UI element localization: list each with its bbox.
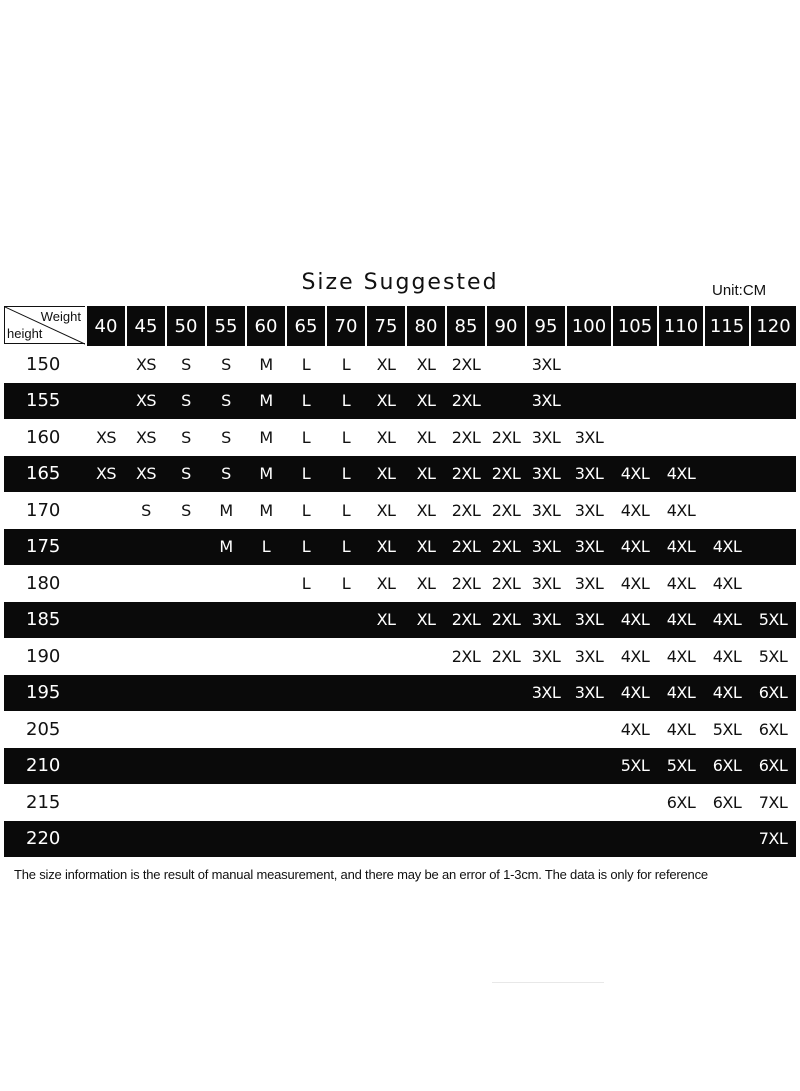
height-cell: 220 [26,828,61,850]
size-cell [326,784,366,821]
size-cell [86,675,126,712]
size-cell [566,784,612,821]
size-cell: 6XL [712,756,742,776]
weight-header-cell: 50 [166,306,206,346]
size-cell: S [181,354,191,374]
size-cell [366,711,406,748]
size-cell [286,748,326,785]
height-cell: 185 [26,609,61,631]
size-cell: 3XL [574,683,604,703]
size-cell [286,638,326,675]
table-row [4,565,796,602]
size-cell [526,748,566,785]
height-cell: 170 [26,499,61,521]
size-cell: 4XL [666,683,696,703]
corner-cell [4,306,86,346]
weight-axis-label: Weight [40,309,81,324]
size-cell: 3XL [574,646,604,666]
size-cell [206,602,246,639]
size-cell: 2XL [491,427,521,447]
size-cell [86,529,126,566]
size-cell: 7XL [758,792,788,812]
size-cell [286,675,326,712]
size-cell [86,711,126,748]
size-cell: L [341,464,351,484]
size-cell: 5XL [758,610,788,630]
height-cell: 210 [26,755,61,777]
size-cell: S [221,354,231,374]
size-cell: S [181,427,191,447]
size-cell [86,638,126,675]
table-row [4,456,796,493]
size-cell: 4XL [620,464,650,484]
weight-header-cell: 95 [526,306,566,346]
size-cell [406,821,446,858]
size-cell: 6XL [758,719,788,739]
height-axis-label: height [7,326,43,341]
size-cell [246,821,286,858]
size-cell [704,346,750,383]
weight-header-cell: 40 [86,306,126,346]
size-cell [86,565,126,602]
size-cell: XL [376,354,396,374]
size-cell: 4XL [666,464,696,484]
size-cell: 4XL [620,610,650,630]
size-cell [326,748,366,785]
size-cell: 4XL [712,573,742,593]
table-row [4,784,796,821]
size-cell: 3XL [574,537,604,557]
size-cell [166,638,206,675]
size-cell: S [181,391,191,411]
size-cell: 2XL [451,427,481,447]
size-cell: 3XL [574,464,604,484]
height-cell: 175 [26,536,61,558]
size-cell: 2XL [491,573,521,593]
size-cell [486,711,526,748]
size-cell [286,602,326,639]
size-cell: 4XL [620,719,650,739]
size-cell: 5XL [758,646,788,666]
size-cell [86,346,126,383]
size-cell [206,675,246,712]
size-cell [566,346,612,383]
size-cell: M [259,391,273,411]
size-cell [86,492,126,529]
size-cell: 3XL [531,500,561,520]
weight-header-cell: 65 [286,306,326,346]
size-cell: L [261,537,271,557]
table-row [4,638,796,675]
size-cell: L [301,464,311,484]
size-cell [704,419,750,456]
size-cell: XS [95,427,117,447]
size-cell [166,821,206,858]
size-cell [406,711,446,748]
size-cell: 3XL [574,500,604,520]
size-cell: 2XL [451,354,481,374]
weight-header-cell: 85 [446,306,486,346]
size-cell: S [141,500,151,520]
size-cell [86,383,126,420]
weight-header-cell: 75 [366,306,406,346]
size-cell: XL [416,500,436,520]
size-cell: S [181,464,191,484]
size-cell [612,383,658,420]
size-cell [658,821,704,858]
height-cell: 205 [26,718,61,740]
size-cell [486,748,526,785]
size-cell [206,565,246,602]
size-cell [206,821,246,858]
size-cell: 4XL [712,610,742,630]
size-cell: XL [416,537,436,557]
size-cell [658,383,704,420]
size-cell: 2XL [491,646,521,666]
size-cell [246,675,286,712]
size-cell [126,638,166,675]
size-cell [704,383,750,420]
size-cell [286,784,326,821]
size-cell: 3XL [531,646,561,666]
size-cell [612,821,658,858]
size-cell: M [259,427,273,447]
size-cell: XL [416,391,436,411]
size-cell [86,821,126,858]
size-cell [206,784,246,821]
size-cell [246,711,286,748]
size-cell: 2XL [451,464,481,484]
size-cell [366,821,406,858]
size-cell [704,456,750,493]
size-cell [126,602,166,639]
size-cell: L [341,391,351,411]
size-cell [566,383,612,420]
size-cell: XL [376,391,396,411]
divider [492,982,604,983]
size-cell: 4XL [666,646,696,666]
size-cell: 4XL [620,646,650,666]
size-cell: 3XL [531,391,561,411]
size-cell [406,638,446,675]
size-cell [166,602,206,639]
size-cell [166,675,206,712]
size-cell: L [341,573,351,593]
size-cell: 2XL [491,500,521,520]
size-cell [750,565,796,602]
size-cell: XL [376,610,396,630]
size-cell: 3XL [531,464,561,484]
size-cell [366,675,406,712]
size-cell: 5XL [712,719,742,739]
size-cell [326,675,366,712]
size-cell [704,492,750,529]
size-cell [750,456,796,493]
size-cell: L [301,500,311,520]
size-cell: 4XL [620,573,650,593]
size-cell: 4XL [666,537,696,557]
size-cell: 3XL [531,573,561,593]
size-cell: XS [135,427,157,447]
size-cell [166,711,206,748]
size-cell: L [341,427,351,447]
disclaimer-note: The size information is the result of manual measurement, and there may be an error of 1-3cm. The data is only for reference [14,867,708,882]
size-cell: 2XL [491,537,521,557]
table-row [4,492,796,529]
size-cell [566,821,612,858]
size-cell: 2XL [491,610,521,630]
size-cell [486,346,526,383]
size-cell: 4XL [712,646,742,666]
size-cell [446,675,486,712]
size-cell: 3XL [531,683,561,703]
height-cell: 155 [26,390,61,412]
size-cell: 2XL [451,610,481,630]
size-cell [126,784,166,821]
size-cell: 5XL [620,756,650,776]
size-cell [486,784,526,821]
size-cell [446,784,486,821]
table-row [4,346,796,383]
size-cell: S [221,391,231,411]
size-cell: 4XL [666,573,696,593]
size-cell [750,419,796,456]
size-cell [166,529,206,566]
size-cell [612,346,658,383]
weight-header-cell: 55 [206,306,246,346]
size-cell [126,748,166,785]
weight-header-cell: 100 [566,306,612,346]
size-cell: XL [376,464,396,484]
size-cell [246,565,286,602]
size-cell [704,821,750,858]
size-cell [206,748,246,785]
height-cell: 190 [26,645,61,667]
size-cell: 4XL [666,500,696,520]
size-cell: 3XL [574,427,604,447]
size-cell: 3XL [531,537,561,557]
size-cell [486,821,526,858]
size-cell [486,383,526,420]
table-row [4,383,796,420]
size-table [4,306,796,857]
size-cell: 2XL [451,500,481,520]
size-cell: 4XL [620,683,650,703]
size-cell [166,565,206,602]
size-cell [366,638,406,675]
size-cell [566,748,612,785]
weight-header-cell: 105 [612,306,658,346]
size-cell: 4XL [712,537,742,557]
size-cell: S [221,464,231,484]
size-cell: XL [416,464,436,484]
height-cell: 215 [26,791,61,813]
size-cell [406,675,446,712]
size-cell: S [181,500,191,520]
size-cell [326,602,366,639]
size-cell [658,419,704,456]
height-cell: 195 [26,682,61,704]
size-cell [526,784,566,821]
size-cell: 2XL [451,537,481,557]
size-cell: 3XL [531,610,561,630]
size-cell: M [259,500,273,520]
size-cell [366,748,406,785]
size-cell: 3XL [531,354,561,374]
weight-header-cell: 70 [326,306,366,346]
size-cell [526,821,566,858]
size-cell [246,748,286,785]
size-cell: 2XL [451,646,481,666]
weight-header-cell: 80 [406,306,446,346]
size-cell: 4XL [620,537,650,557]
size-cell: 7XL [758,829,788,849]
size-cell [326,638,366,675]
weight-header-cell: 60 [246,306,286,346]
height-cell: 160 [26,426,61,448]
size-cell: XL [416,610,436,630]
size-cell: L [301,391,311,411]
size-cell [206,638,246,675]
size-cell: XL [416,573,436,593]
table-row [4,419,796,456]
size-cell: M [259,354,273,374]
size-cell [750,529,796,566]
size-cell: 6XL [758,756,788,776]
unit-label: Unit:CM [712,282,767,299]
size-cell: 2XL [491,464,521,484]
size-cell: XS [135,354,157,374]
size-cell [246,638,286,675]
size-cell [446,748,486,785]
size-cell [206,711,246,748]
size-cell: XL [376,427,396,447]
size-cell: 3XL [574,573,604,593]
size-cell: L [341,354,351,374]
height-cell: 165 [26,463,61,485]
size-cell: L [341,537,351,557]
size-cell: 4XL [620,500,650,520]
size-cell: S [221,427,231,447]
size-cell [126,565,166,602]
size-cell [366,784,406,821]
weight-header-row [4,306,796,346]
size-cell [526,711,566,748]
table-row [4,529,796,566]
size-cell: XL [376,573,396,593]
size-cell [126,529,166,566]
table-row [4,821,796,858]
chart-title: Size Suggested [301,270,499,295]
size-cell: L [301,537,311,557]
size-cell [126,711,166,748]
size-cell: 5XL [666,756,696,776]
size-cell [86,748,126,785]
size-cell: XL [376,500,396,520]
size-cell: M [219,537,233,557]
size-cell: L [301,573,311,593]
size-cell [750,383,796,420]
size-cell: 6XL [666,792,696,812]
weight-header-cell: 115 [704,306,750,346]
height-cell: 150 [26,353,61,375]
size-cell: 3XL [574,610,604,630]
table-row [4,675,796,712]
size-cell [326,711,366,748]
size-cell [566,711,612,748]
size-cell: 3XL [531,427,561,447]
size-cell [286,711,326,748]
size-cell [750,492,796,529]
size-cell [86,784,126,821]
table-row [4,602,796,639]
weight-header-cell: 110 [658,306,704,346]
size-cell: 4XL [666,610,696,630]
size-cell [246,784,286,821]
size-cell [166,784,206,821]
table-row [4,748,796,785]
size-cell [166,748,206,785]
size-cell [406,748,446,785]
size-cell [86,602,126,639]
size-cell: 2XL [451,573,481,593]
size-cell: XS [95,464,117,484]
table-row [4,711,796,748]
size-cell: 6XL [712,792,742,812]
size-cell: 6XL [758,683,788,703]
size-cell: XL [376,537,396,557]
size-cell [126,821,166,858]
size-cell [750,346,796,383]
weight-header-cell: 120 [750,306,796,346]
size-cell [246,602,286,639]
size-cell [658,346,704,383]
size-cell: M [259,464,273,484]
size-cell [612,784,658,821]
size-cell: XS [135,464,157,484]
weight-header-cell: 90 [486,306,526,346]
size-cell [446,711,486,748]
size-cell: XS [135,391,157,411]
size-cell: 4XL [712,683,742,703]
size-cell [406,784,446,821]
height-cell: 180 [26,572,61,594]
size-cell: XL [416,427,436,447]
size-cell [486,675,526,712]
size-cell [446,821,486,858]
size-cell: 4XL [666,719,696,739]
size-cell: L [341,500,351,520]
weight-header-cell: 45 [126,306,166,346]
size-cell: L [301,427,311,447]
size-cell: 2XL [451,391,481,411]
size-cell: XL [416,354,436,374]
size-cell [286,821,326,858]
size-cell: L [301,354,311,374]
size-cell [126,675,166,712]
size-cell [326,821,366,858]
size-cell [612,419,658,456]
size-cell: M [219,500,233,520]
